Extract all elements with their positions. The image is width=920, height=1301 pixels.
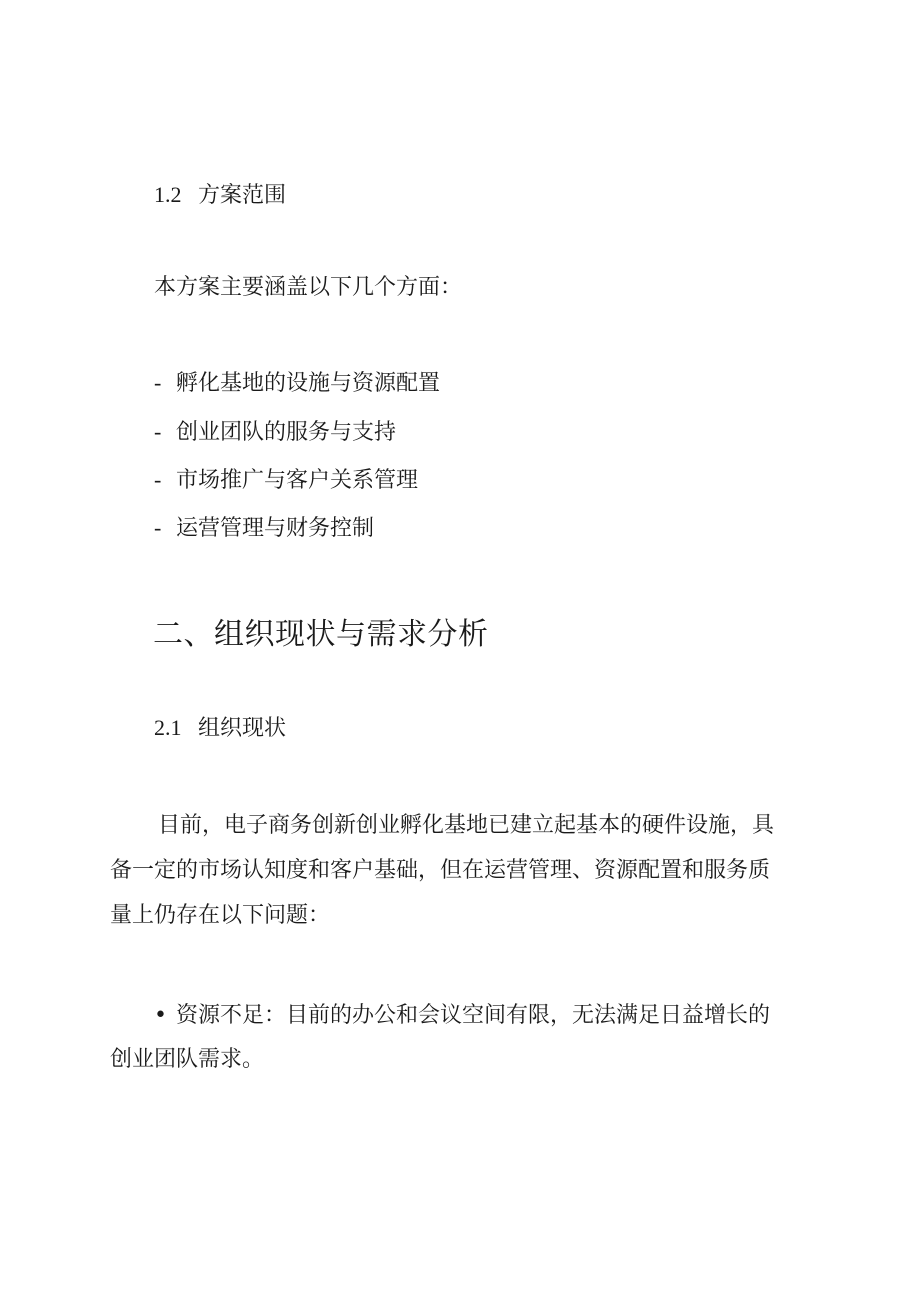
scope-intro: 本方案主要涵盖以下几个方面： (154, 275, 463, 300)
list-dash: - (154, 419, 162, 444)
list-item-text: 孵化基地的设施与资源配置 (176, 371, 441, 396)
section-heading-2-1 (154, 715, 286, 742)
scope-list-item (154, 515, 374, 542)
paragraph-line: 量上仍存在以下问题： (110, 903, 331, 928)
paragraph-line: 备一定的市场认知度和客户基础，但在运营管理、资源配置和服务质 (110, 858, 771, 883)
section-title: 方案范围 (198, 183, 287, 208)
scope-list-item (154, 467, 418, 494)
list-dash: - (154, 467, 162, 492)
section-heading-1-2 (154, 182, 286, 209)
paragraph-line: 目前，电子商务创新创业孵化基地已建立起基本的硬件设施，具 (158, 813, 775, 838)
section-number: 2.1 (154, 715, 182, 740)
bullet-text-line: 创业团队需求。 (110, 1047, 265, 1072)
list-item-text: 运营管理与财务控制 (176, 516, 375, 541)
scope-list-item (154, 419, 396, 446)
section-number: 1.2 (154, 182, 182, 207)
list-item-text: 市场推广与客户关系管理 (176, 468, 419, 493)
list-item-text: 创业团队的服务与支持 (176, 420, 397, 445)
scope-list-item (154, 370, 440, 397)
bullet-marker: • (154, 1003, 167, 1028)
issue-bullet (154, 1003, 770, 1029)
chapter-heading: 二、组织现状与需求分析 (153, 617, 489, 652)
list-dash: - (154, 515, 162, 540)
section-title: 组织现状 (198, 716, 287, 741)
bullet-text-line: 资源不足：目前的办公和会议空间有限，无法满足日益增长的 (176, 1003, 771, 1028)
list-dash: - (154, 370, 162, 395)
